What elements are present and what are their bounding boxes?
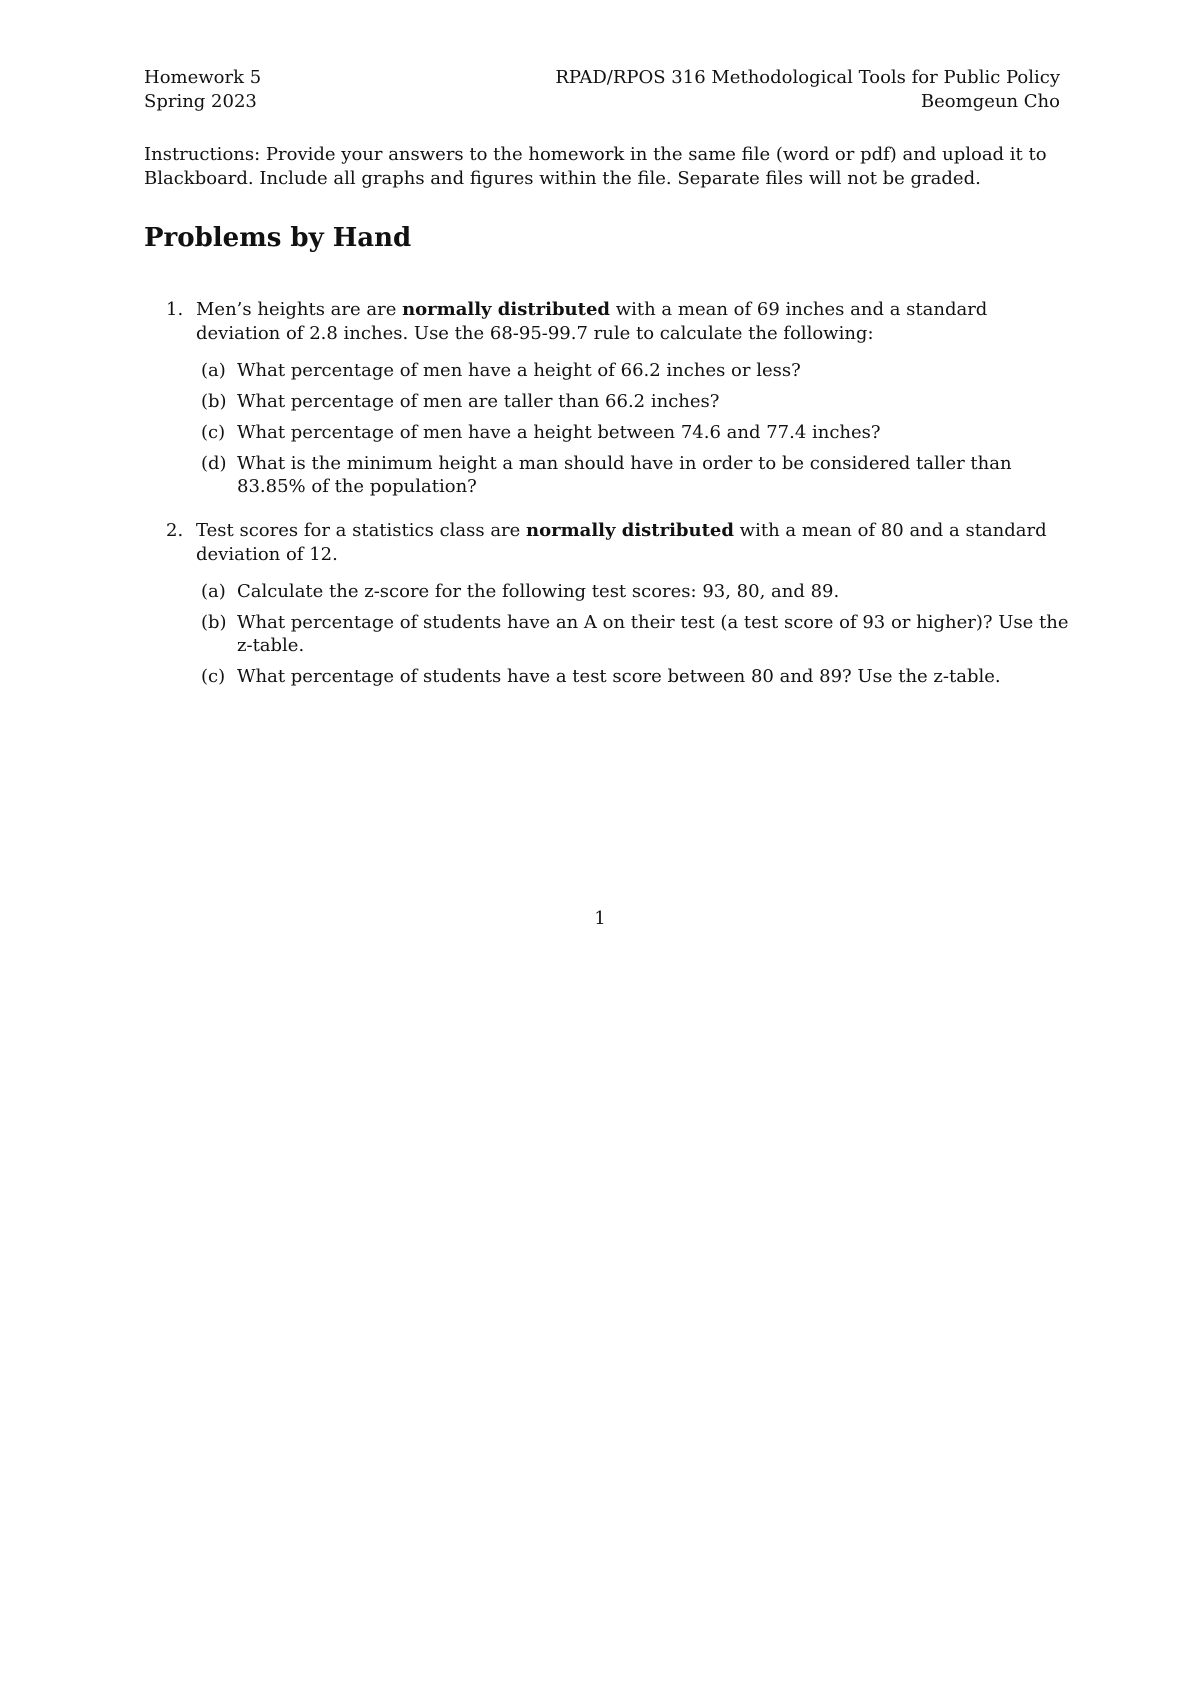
subquestion-text: What percentage of men have a height between 74.6 and 77.4 inches? xyxy=(237,422,881,443)
subquestion-label: (d) xyxy=(201,453,227,474)
problem-stem xyxy=(196,298,1076,346)
subquestion-label: (c) xyxy=(201,422,226,443)
stem-text: with a mean of 80 and a standard deviation of 12. xyxy=(196,520,1047,565)
header-left xyxy=(144,66,261,114)
subquestion-text: What percentage of men are taller than 66.2 inches? xyxy=(237,391,720,412)
instructions-line-1: Instructions: Provide your answers to the homework in the same file (word or pdf) and upload it to xyxy=(144,144,1047,165)
semester-label: Spring 2023 xyxy=(144,91,257,112)
problem-number: 1. xyxy=(166,299,184,320)
subquestion-list xyxy=(201,580,1076,688)
subquestion-label: (a) xyxy=(201,581,226,602)
subquestion-text: What percentage of students have an A on their test (a test score of 93 or higher)? Use the z-table. xyxy=(237,612,1069,656)
subquestion-text: What is the minimum height a man should have in order to be considered taller than 83.85% of the population? xyxy=(237,453,1012,497)
problem-1 xyxy=(166,298,1076,506)
stem-emphasis: normally distributed xyxy=(526,520,734,541)
section-title: Problems by Hand xyxy=(144,223,412,253)
instructions-paragraph xyxy=(144,143,1056,191)
subquestion xyxy=(201,421,1076,444)
header-right xyxy=(555,66,1060,114)
subquestion xyxy=(201,359,1076,382)
instructions-line-2: Blackboard. Include all graphs and figures within the file. Separate files will not be graded. xyxy=(144,168,981,189)
subquestion-label: (c) xyxy=(201,666,226,687)
subquestion-label: (b) xyxy=(201,391,227,412)
subquestion-text: What percentage of students have a test score between 80 and 89? Use the z-table. xyxy=(237,666,1001,687)
problem-stem xyxy=(196,519,1076,567)
stem-text: Men’s heights are are xyxy=(196,299,403,320)
subquestion-label: (b) xyxy=(201,612,227,633)
subquestion-label: (a) xyxy=(201,360,226,381)
subquestion-text: What percentage of men have a height of 66.2 inches or less? xyxy=(237,360,801,381)
instructor-name: Beomgeun Cho xyxy=(920,91,1060,112)
stem-emphasis: normally distributed xyxy=(402,299,610,320)
homework-label: Homework 5 xyxy=(144,67,262,88)
problem-number: 2. xyxy=(166,520,184,541)
subquestion xyxy=(201,665,1076,688)
subquestion-list xyxy=(201,359,1076,498)
stem-text: with a mean of 69 inches and a standard deviation of 2.8 inches. Use the 68-95-99.7 rule to calculate the following: xyxy=(196,299,988,344)
subquestion-text: Calculate the z-score for the following test scores: 93, 80, and 89. xyxy=(237,581,840,602)
subquestion xyxy=(201,452,1076,498)
problem-2 xyxy=(166,519,1076,696)
page-number: 1 xyxy=(594,908,606,929)
stem-text: Test scores for a statistics class are xyxy=(196,520,527,541)
subquestion xyxy=(201,580,1076,603)
course-title: RPAD/RPOS 316 Methodological Tools for Public Policy xyxy=(555,67,1060,88)
subquestion xyxy=(201,390,1076,413)
subquestion xyxy=(201,611,1076,657)
